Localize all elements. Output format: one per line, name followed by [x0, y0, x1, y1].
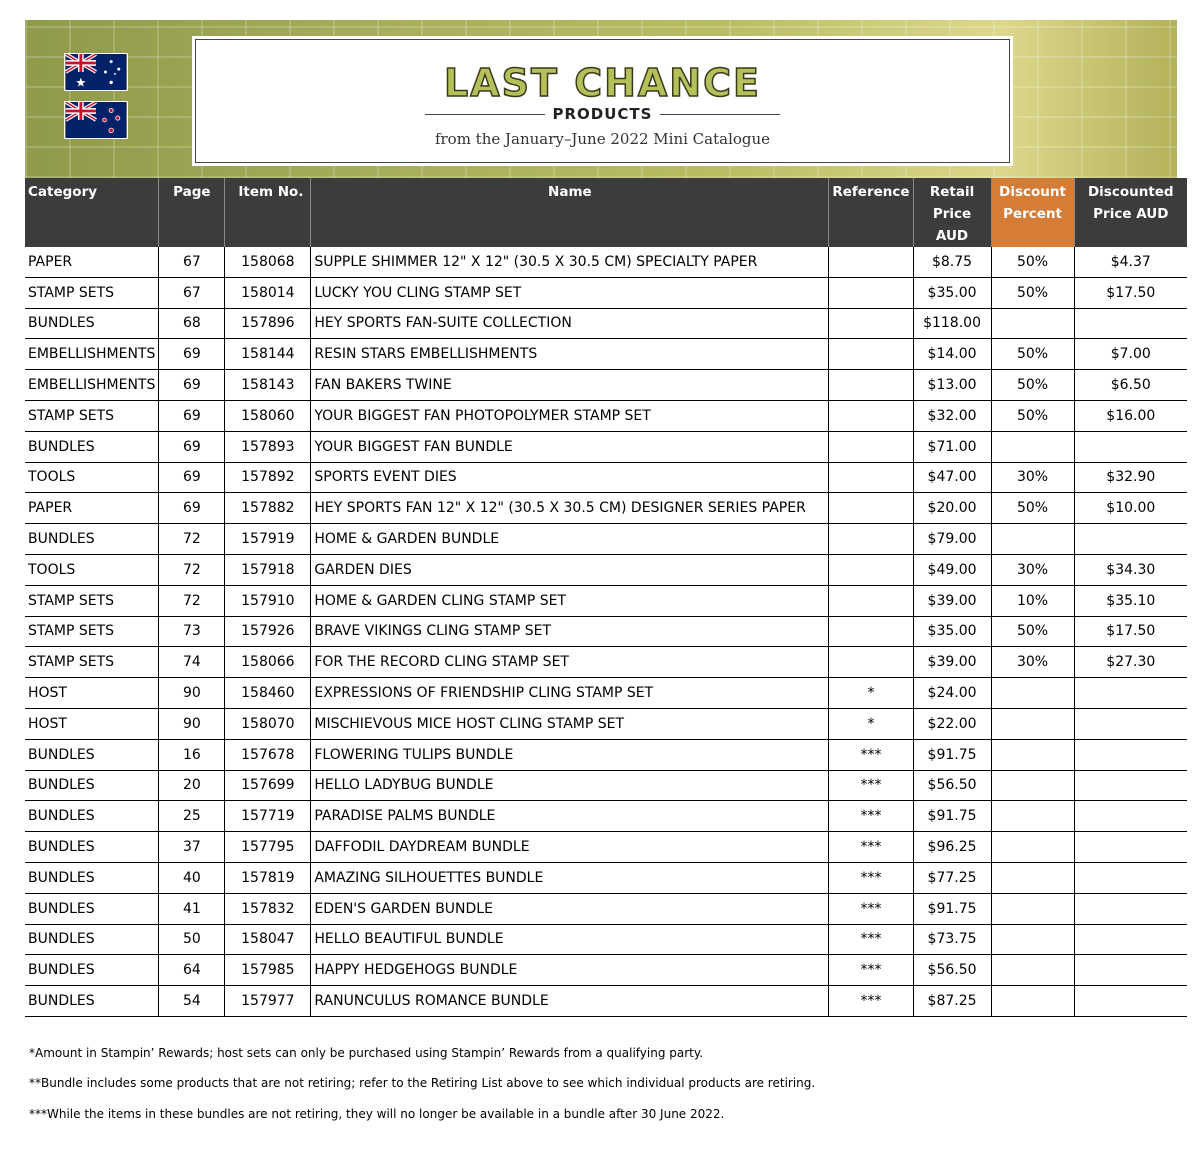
cell-item-no: 158014 [225, 277, 311, 308]
cell-discounted-price [1074, 770, 1187, 801]
cell-retail-price: $91.75 [913, 739, 991, 770]
cell-category: PAPER [25, 493, 159, 524]
cell-page: 20 [159, 770, 225, 801]
cell-name: HOME & GARDEN CLING STAMP SET [311, 585, 829, 616]
cell-item-no: 158066 [225, 647, 311, 678]
cell-discount-percent [991, 924, 1074, 955]
cell-item-no: 157918 [225, 554, 311, 585]
cell-retail-price: $35.00 [913, 277, 991, 308]
cell-discount-percent [991, 893, 1074, 924]
cell-reference [829, 370, 913, 401]
table-row [25, 585, 1187, 616]
cell-item-no: 157892 [225, 462, 311, 493]
cell-category: BUNDLES [25, 308, 159, 339]
cell-item-no: 157977 [225, 986, 311, 1017]
table-row [25, 308, 1187, 339]
footnote-bundle: **Bundle includes some products that are not retiring; refer to the Retiring List above to see which individual products are retiring. [29, 1076, 816, 1090]
cell-discounted-price: $16.00 [1074, 400, 1187, 431]
cell-discounted-price [1074, 862, 1187, 893]
cell-reference [829, 462, 913, 493]
cell-item-no: 157795 [225, 832, 311, 863]
cell-reference [829, 616, 913, 647]
cell-discounted-price: $10.00 [1074, 493, 1187, 524]
cell-item-no: 158060 [225, 400, 311, 431]
subtitle-rule-right [660, 114, 780, 115]
table-row [25, 616, 1187, 647]
header-banner [25, 20, 1177, 178]
cell-reference [829, 277, 913, 308]
cell-page: 40 [159, 862, 225, 893]
banner-subtitle [195, 105, 1010, 123]
cell-retail-price: $79.00 [913, 524, 991, 555]
cell-retail-price: $47.00 [913, 462, 991, 493]
table-row [25, 708, 1187, 739]
cell-name: AMAZING SILHOUETTES BUNDLE [311, 862, 829, 893]
cell-page: 67 [159, 247, 225, 277]
cell-retail-price: $39.00 [913, 647, 991, 678]
cell-item-no: 157832 [225, 893, 311, 924]
cell-category: BUNDLES [25, 832, 159, 863]
table-row [25, 924, 1187, 955]
cell-discounted-price: $27.30 [1074, 647, 1187, 678]
cell-name: HELLO LADYBUG BUNDLE [311, 770, 829, 801]
cell-discount-percent: 50% [991, 277, 1074, 308]
cell-discount-percent [991, 986, 1074, 1017]
table-row [25, 277, 1187, 308]
table-row [25, 554, 1187, 585]
cell-category: STAMP SETS [25, 277, 159, 308]
banner-catalogue: from the January–June 2022 Mini Catalogue [434, 130, 771, 148]
cell-item-no: 158070 [225, 708, 311, 739]
cell-category: BUNDLES [25, 524, 159, 555]
cell-retail-price: $91.75 [913, 893, 991, 924]
header-discounted-price: Discounted Price AUD [1074, 178, 1187, 247]
cell-discount-percent [991, 832, 1074, 863]
cell-reference [829, 400, 913, 431]
cell-discount-percent: 50% [991, 370, 1074, 401]
cell-page: 90 [159, 708, 225, 739]
cell-name: HELLO BEAUTIFUL BUNDLE [311, 924, 829, 955]
cell-page: 16 [159, 739, 225, 770]
cell-discounted-price [1074, 801, 1187, 832]
cell-reference: *** [829, 862, 913, 893]
cell-discount-percent [991, 308, 1074, 339]
cell-retail-price: $71.00 [913, 431, 991, 462]
cell-name: GARDEN DIES [311, 554, 829, 585]
cell-item-no: 157882 [225, 493, 311, 524]
table-row [25, 770, 1187, 801]
cell-item-no: 157910 [225, 585, 311, 616]
table-row [25, 493, 1187, 524]
cell-discounted-price [1074, 832, 1187, 863]
table-row [25, 339, 1187, 370]
cell-retail-price: $13.00 [913, 370, 991, 401]
cell-name: MISCHIEVOUS MICE HOST CLING STAMP SET [311, 708, 829, 739]
cell-reference [829, 647, 913, 678]
table-row [25, 431, 1187, 462]
table-row [25, 370, 1187, 401]
header-reference: Reference [829, 178, 913, 247]
cell-discounted-price [1074, 739, 1187, 770]
cell-retail-price: $39.00 [913, 585, 991, 616]
cell-discounted-price [1074, 308, 1187, 339]
cell-page: 69 [159, 462, 225, 493]
cell-reference: *** [829, 832, 913, 863]
cell-discounted-price: $32.90 [1074, 462, 1187, 493]
table-row [25, 893, 1187, 924]
cell-category: TOOLS [25, 554, 159, 585]
cell-retail-price: $24.00 [913, 678, 991, 709]
table-row [25, 862, 1187, 893]
cell-discounted-price [1074, 893, 1187, 924]
cell-page: 68 [159, 308, 225, 339]
header-retail-price: Retail Price AUD [913, 178, 991, 247]
cell-item-no: 158143 [225, 370, 311, 401]
cell-page: 54 [159, 986, 225, 1017]
cell-name: DAFFODIL DAYDREAM BUNDLE [311, 832, 829, 863]
cell-name: FAN BAKERS TWINE [311, 370, 829, 401]
cell-discount-percent: 30% [991, 462, 1074, 493]
cell-discount-percent [991, 955, 1074, 986]
cell-retail-price: $49.00 [913, 554, 991, 585]
footnote-host: *Amount in Stampin’ Rewards; host sets can only be purchased using Stampin’ Rewards from a qualifying party. [29, 1046, 704, 1060]
cell-name: RANUNCULUS ROMANCE BUNDLE [311, 986, 829, 1017]
cell-reference: *** [829, 739, 913, 770]
header-category: Category [25, 178, 159, 247]
cell-discount-percent: 30% [991, 647, 1074, 678]
cell-name: SUPPLE SHIMMER 12" X 12" (30.5 X 30.5 CM) SPECIALTY PAPER [311, 247, 829, 277]
cell-discounted-price: $4.37 [1074, 247, 1187, 277]
cell-item-no: 157919 [225, 524, 311, 555]
footnote-bundle-availability: ***While the items in these bundles are not retiring, they will no longer be available in a bundle after 30 June 2022. [29, 1107, 725, 1121]
cell-category: BUNDLES [25, 986, 159, 1017]
table-row [25, 400, 1187, 431]
cell-category: BUNDLES [25, 431, 159, 462]
cell-item-no: 157926 [225, 616, 311, 647]
cell-page: 72 [159, 554, 225, 585]
cell-discounted-price [1074, 708, 1187, 739]
cell-discounted-price: $34.30 [1074, 554, 1187, 585]
cell-retail-price: $22.00 [913, 708, 991, 739]
cell-category: BUNDLES [25, 739, 159, 770]
cell-retail-price: $118.00 [913, 308, 991, 339]
cell-reference [829, 431, 913, 462]
cell-discounted-price: $35.10 [1074, 585, 1187, 616]
cell-discounted-price [1074, 986, 1187, 1017]
cell-discount-percent: 50% [991, 616, 1074, 647]
cell-name: HAPPY HEDGEHOGS BUNDLE [311, 955, 829, 986]
cell-item-no: 157699 [225, 770, 311, 801]
cell-name: FLOWERING TULIPS BUNDLE [311, 739, 829, 770]
cell-page: 69 [159, 493, 225, 524]
cell-reference [829, 339, 913, 370]
cell-item-no: 157985 [225, 955, 311, 986]
table-row [25, 955, 1187, 986]
cell-retail-price: $56.50 [913, 770, 991, 801]
cell-retail-price: $20.00 [913, 493, 991, 524]
cell-discount-percent [991, 862, 1074, 893]
cell-discount-percent [991, 801, 1074, 832]
cell-discount-percent: 50% [991, 400, 1074, 431]
cell-page: 25 [159, 801, 225, 832]
cell-name: SPORTS EVENT DIES [311, 462, 829, 493]
cell-retail-price: $96.25 [913, 832, 991, 863]
cell-item-no: 157819 [225, 862, 311, 893]
cell-name: LUCKY YOU CLING STAMP SET [311, 277, 829, 308]
cell-page: 69 [159, 400, 225, 431]
table-row [25, 647, 1187, 678]
table-header-row [25, 178, 1187, 247]
cell-reference: * [829, 678, 913, 709]
cell-name: HEY SPORTS FAN-SUITE COLLECTION [311, 308, 829, 339]
cell-item-no: 158460 [225, 678, 311, 709]
cell-page: 67 [159, 277, 225, 308]
table-row [25, 832, 1187, 863]
cell-discounted-price: $17.50 [1074, 277, 1187, 308]
table-row [25, 678, 1187, 709]
cell-category: EMBELLISHMENTS [25, 339, 159, 370]
cell-page: 50 [159, 924, 225, 955]
cell-item-no: 157896 [225, 308, 311, 339]
cell-page: 37 [159, 832, 225, 863]
cell-reference [829, 554, 913, 585]
cell-reference: *** [829, 955, 913, 986]
cell-category: BUNDLES [25, 924, 159, 955]
cell-retail-price: $14.00 [913, 339, 991, 370]
cell-reference [829, 585, 913, 616]
cell-item-no: 157893 [225, 431, 311, 462]
cell-page: 41 [159, 893, 225, 924]
cell-discount-percent [991, 431, 1074, 462]
header-name: Name [311, 178, 829, 247]
cell-page: 90 [159, 678, 225, 709]
cell-category: BUNDLES [25, 770, 159, 801]
cell-name: HEY SPORTS FAN 12" X 12" (30.5 X 30.5 CM) DESIGNER SERIES PAPER [311, 493, 829, 524]
cell-discounted-price [1074, 431, 1187, 462]
banner-subtitle-text: PRODUCTS [552, 105, 653, 123]
cell-retail-price: $77.25 [913, 862, 991, 893]
cell-discount-percent [991, 770, 1074, 801]
cell-reference: *** [829, 770, 913, 801]
cell-reference: * [829, 708, 913, 739]
cell-discount-percent [991, 708, 1074, 739]
cell-name: EDEN'S GARDEN BUNDLE [311, 893, 829, 924]
cell-name: YOUR BIGGEST FAN PHOTOPOLYMER STAMP SET [311, 400, 829, 431]
australia-flag-icon [64, 53, 128, 91]
cell-item-no: 157719 [225, 801, 311, 832]
cell-retail-price: $73.75 [913, 924, 991, 955]
table-row [25, 739, 1187, 770]
header-page: Page [159, 178, 225, 247]
cell-retail-price: $35.00 [913, 616, 991, 647]
cell-discount-percent: 30% [991, 554, 1074, 585]
cell-name: YOUR BIGGEST FAN BUNDLE [311, 431, 829, 462]
cell-reference [829, 247, 913, 277]
cell-discounted-price [1074, 955, 1187, 986]
cell-reference: *** [829, 924, 913, 955]
cell-item-no: 158047 [225, 924, 311, 955]
table-row [25, 462, 1187, 493]
cell-category: BUNDLES [25, 893, 159, 924]
cell-discount-percent: 10% [991, 585, 1074, 616]
cell-discount-percent [991, 678, 1074, 709]
cell-category: TOOLS [25, 462, 159, 493]
cell-page: 69 [159, 339, 225, 370]
cell-item-no: 157678 [225, 739, 311, 770]
cell-reference [829, 524, 913, 555]
cell-retail-price: $87.25 [913, 986, 991, 1017]
cell-retail-price: $8.75 [913, 247, 991, 277]
cell-discounted-price [1074, 678, 1187, 709]
cell-discount-percent: 50% [991, 339, 1074, 370]
cell-discounted-price: $17.50 [1074, 616, 1187, 647]
cell-name: BRAVE VIKINGS CLING STAMP SET [311, 616, 829, 647]
cell-retail-price: $91.75 [913, 801, 991, 832]
cell-page: 69 [159, 431, 225, 462]
cell-name: HOME & GARDEN BUNDLE [311, 524, 829, 555]
cell-category: HOST [25, 708, 159, 739]
cell-name: EXPRESSIONS OF FRIENDSHIP CLING STAMP SET [311, 678, 829, 709]
cell-category: STAMP SETS [25, 647, 159, 678]
cell-retail-price: $56.50 [913, 955, 991, 986]
cell-discounted-price [1074, 924, 1187, 955]
table-row [25, 247, 1187, 277]
cell-category: STAMP SETS [25, 400, 159, 431]
cell-discount-percent [991, 524, 1074, 555]
header-item-no: Item No. [225, 178, 311, 247]
new-zealand-flag-icon [64, 101, 128, 139]
cell-category: PAPER [25, 247, 159, 277]
table-row [25, 986, 1187, 1017]
cell-reference: *** [829, 801, 913, 832]
cell-discounted-price: $7.00 [1074, 339, 1187, 370]
products-table [25, 178, 1187, 1017]
cell-item-no: 158068 [225, 247, 311, 277]
subtitle-rule-left [425, 114, 545, 115]
cell-name: PARADISE PALMS BUNDLE [311, 801, 829, 832]
cell-category: BUNDLES [25, 862, 159, 893]
cell-discount-percent: 50% [991, 493, 1074, 524]
table-row [25, 801, 1187, 832]
cell-category: BUNDLES [25, 955, 159, 986]
banner-title: LAST CHANCE [444, 61, 761, 105]
header-discount-percent: Discount Percent [991, 178, 1074, 247]
title-box [192, 36, 1013, 166]
cell-reference: *** [829, 986, 913, 1017]
cell-discount-percent [991, 739, 1074, 770]
cell-item-no: 158144 [225, 339, 311, 370]
cell-category: BUNDLES [25, 801, 159, 832]
cell-category: EMBELLISHMENTS [25, 370, 159, 401]
cell-page: 72 [159, 585, 225, 616]
cell-reference: *** [829, 893, 913, 924]
cell-page: 72 [159, 524, 225, 555]
cell-page: 73 [159, 616, 225, 647]
cell-name: FOR THE RECORD CLING STAMP SET [311, 647, 829, 678]
cell-page: 74 [159, 647, 225, 678]
cell-name: RESIN STARS EMBELLISHMENTS [311, 339, 829, 370]
cell-category: HOST [25, 678, 159, 709]
cell-discount-percent: 50% [991, 247, 1074, 277]
cell-page: 69 [159, 370, 225, 401]
cell-retail-price: $32.00 [913, 400, 991, 431]
cell-reference [829, 493, 913, 524]
cell-category: STAMP SETS [25, 585, 159, 616]
cell-discounted-price: $6.50 [1074, 370, 1187, 401]
table-row [25, 524, 1187, 555]
cell-reference [829, 308, 913, 339]
cell-category: STAMP SETS [25, 616, 159, 647]
cell-discounted-price [1074, 524, 1187, 555]
cell-page: 64 [159, 955, 225, 986]
